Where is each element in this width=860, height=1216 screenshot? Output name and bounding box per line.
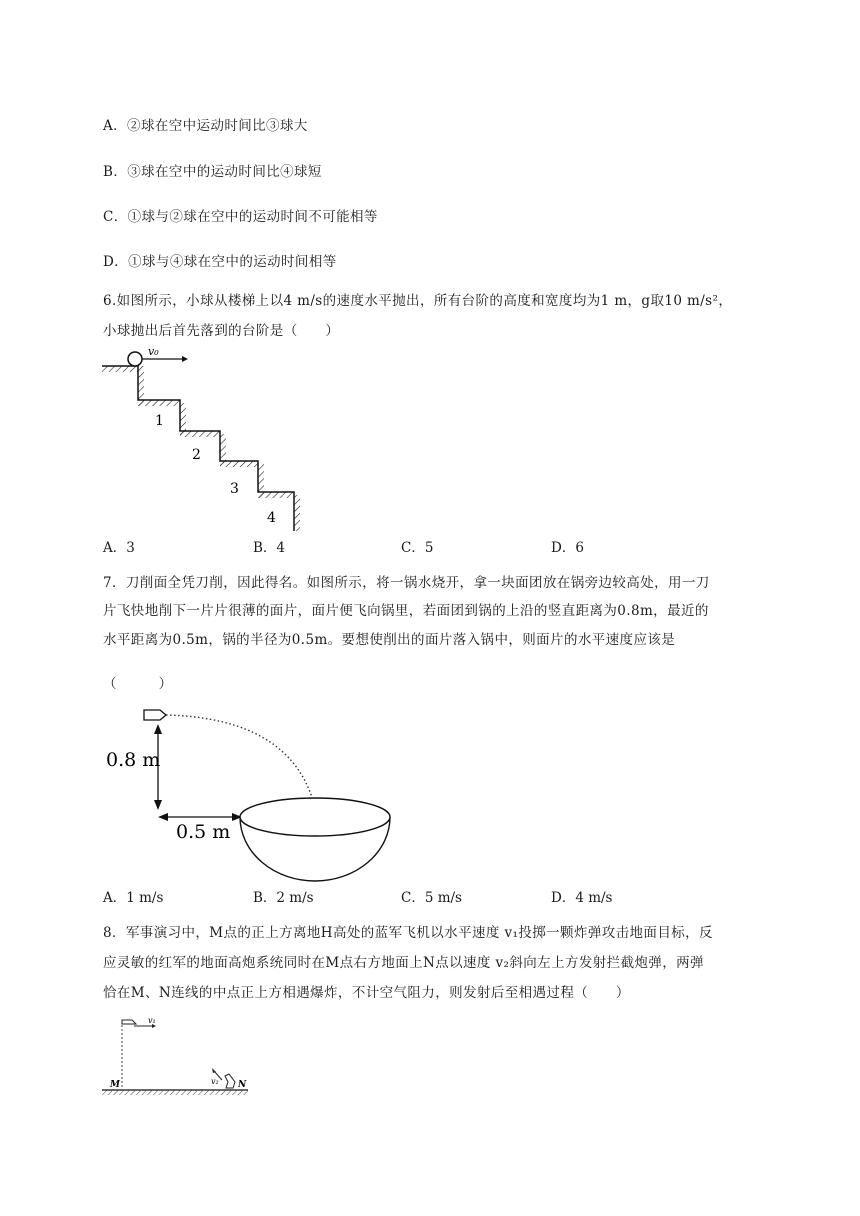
q5-option-b: B．③球在空中的运动时间比④球短 — [103, 164, 322, 180]
q7-stem-line3: 水平距离为0.5m，锅的半径为0.5m。要想使削出的面片落入锅中，则面片的水平速度应该是 — [103, 632, 676, 648]
q7-option-b: B．2 m/s — [253, 890, 314, 906]
q6-option-b: B．4 — [253, 540, 286, 556]
step-3-label: 3 — [230, 481, 239, 497]
step-4-label: 4 — [267, 510, 276, 526]
step-2-label: 2 — [192, 447, 201, 463]
q6-option-a: A．3 — [103, 540, 135, 556]
q7-option-c: C．5 m/s — [401, 890, 462, 906]
staircase-figure — [100, 345, 310, 535]
q8-stem-line1: 8．军事演习中，M点的正上方离地H高处的蓝军飞机以水平速度 v₁投掷一颗炸弹攻击地面目标，反 — [103, 925, 713, 941]
horizontal-distance-label: 0.5 m — [176, 821, 231, 843]
q6-stem-line1: 6.如图所示，小球从楼梯上以4 m/s的速度水平抛出，所有台阶的高度和宽度均为1 m，g取10 m/s²， — [103, 293, 733, 309]
q7-stem-line2: 片飞快地削下一片片很薄的面片，面片便飞向锅里，若面团到锅的上沿的竖直距离为0.8m，最近的 — [103, 603, 709, 619]
q6-option-c: C．5 — [401, 540, 434, 556]
q5-option-d: D．①球与④球在空中的运动时间相等 — [103, 254, 337, 270]
m-label: M — [110, 1080, 120, 1090]
noodle-pot-figure — [100, 700, 400, 885]
plane-icon — [122, 1020, 136, 1024]
q7-stem-line4: （ ） — [103, 676, 173, 692]
v2-label: v₂ — [211, 1077, 219, 1086]
q5-option-a: A．②球在空中运动时间比③球大 — [103, 118, 308, 134]
q8-stem-line2: 应灵敏的红军的地面高炮系统同时在M点右方地面上N点以速度 v₂斜向左上方发射拦截炮弹，两弹 — [103, 955, 704, 971]
q7-option-d: D．4 m/s — [551, 890, 613, 906]
n-label: N — [238, 1080, 247, 1090]
interception-figure — [100, 1012, 260, 1104]
v1-label: v₁ — [148, 1016, 156, 1025]
q7-stem-line1: 7．刀削面全凭刀削，因此得名。如图所示，将一锅水烧开，拿一块面团放在锅旁边较高处，用一刀 — [103, 575, 710, 591]
v0-label: v₀ — [148, 345, 159, 358]
q5-option-c: C．①球与②球在空中的运动时间不可能相等 — [103, 209, 378, 225]
q6-option-d: D．6 — [551, 540, 584, 556]
vertical-distance-label: 0.8 m — [106, 749, 161, 771]
q8-stem-line3: 恰在M、N连线的中点正上方相遇爆炸，不计空气阻力，则发射后至相遇过程（ ） — [103, 985, 630, 1001]
q6-stem-line2: 小球抛出后首先落到的台阶是（ ） — [103, 323, 340, 339]
ball-icon — [128, 352, 142, 366]
dough-icon — [144, 710, 166, 720]
gun-icon — [225, 1074, 235, 1088]
q7-option-a: A．1 m/s — [103, 890, 164, 906]
step-1-label: 1 — [155, 413, 164, 429]
